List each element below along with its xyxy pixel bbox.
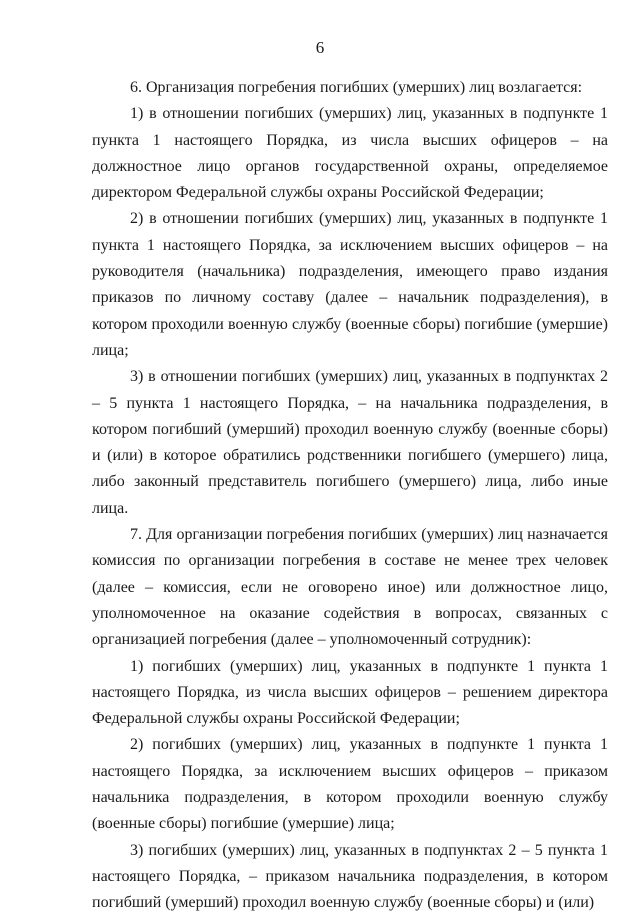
- paragraph-7-item-2: 2) погибших (умерших) лиц, указанных в подпункте 1 пункта 1 настоящего Порядка, за исключением высших офицеров – приказом начальника подразделения, в котором проходили военную службу (военные сборы) погибшие (умершие) лица;: [92, 736, 608, 833]
- paragraph-6-heading: 6. Организация погребения погибших (умерших) лиц возлагается:: [130, 79, 583, 96]
- paragraph-7-item-3: 3) погибших (умерших) лиц, указанных в подпунктах 2 – 5 пункта 1 настоящего Порядка, – приказом начальника подразделения, в котором погибший (умерший) проходил военную службу (военные сборы) и (или): [92, 841, 608, 912]
- paragraph-6-item-3: 3) в отношении погибших (умерших) лиц, указанных в подпунктах 2 – 5 пункта 1 настоящего Порядка, – на начальника подразделения, в котором погибший (умерший) проходил военную службу (военные сборы) и (или) в которое обратились родственники погибшего (умершего) лица, либо законный представитель погибшего (умершего) лица, либо иные лица.: [92, 368, 608, 517]
- paragraph-6-item-1: 1) в отношении погибших (умерших) лиц, указанных в подпункте 1 пункта 1 настоящего Порядка, из числа высших офицеров – на должностное лицо органов государственной охраны, определяемое директором Федеральной службы охраны Российской Федерации;: [92, 105, 608, 202]
- paragraph-6-item-2: 2) в отношении погибших (умерших) лиц, указанных в подпункте 1 пункта 1 настоящего Порядка, за исключением высших офицеров – на руководителя (начальника) подразделения, имеющего право издания приказов по личному составу (далее – начальник подразделения), в котором проходили военную службу (военные сборы) погибшие (умершие) лица;: [92, 210, 608, 359]
- page-number: 6: [315, 38, 325, 57]
- document-body: [92, 75, 608, 917]
- paragraph-7-item-1: 1) погибших (умерших) лиц, указанных в подпункте 1 пункта 1 настоящего Порядка, из числа высших офицеров – решением директора Федеральной службы охраны Российской Федерации;: [92, 657, 608, 728]
- paragraph-7-heading: 7. Для организации погребения погибших (умерших) лиц назначается комиссия по организации погребения в составе не менее трех человек (далее – комиссия, если не оговорено иное) или должностное лицо, уполномоченное на оказание содействия в вопросах, связанных с организацией погребения (далее – уполномоченный сотрудник):: [92, 526, 608, 649]
